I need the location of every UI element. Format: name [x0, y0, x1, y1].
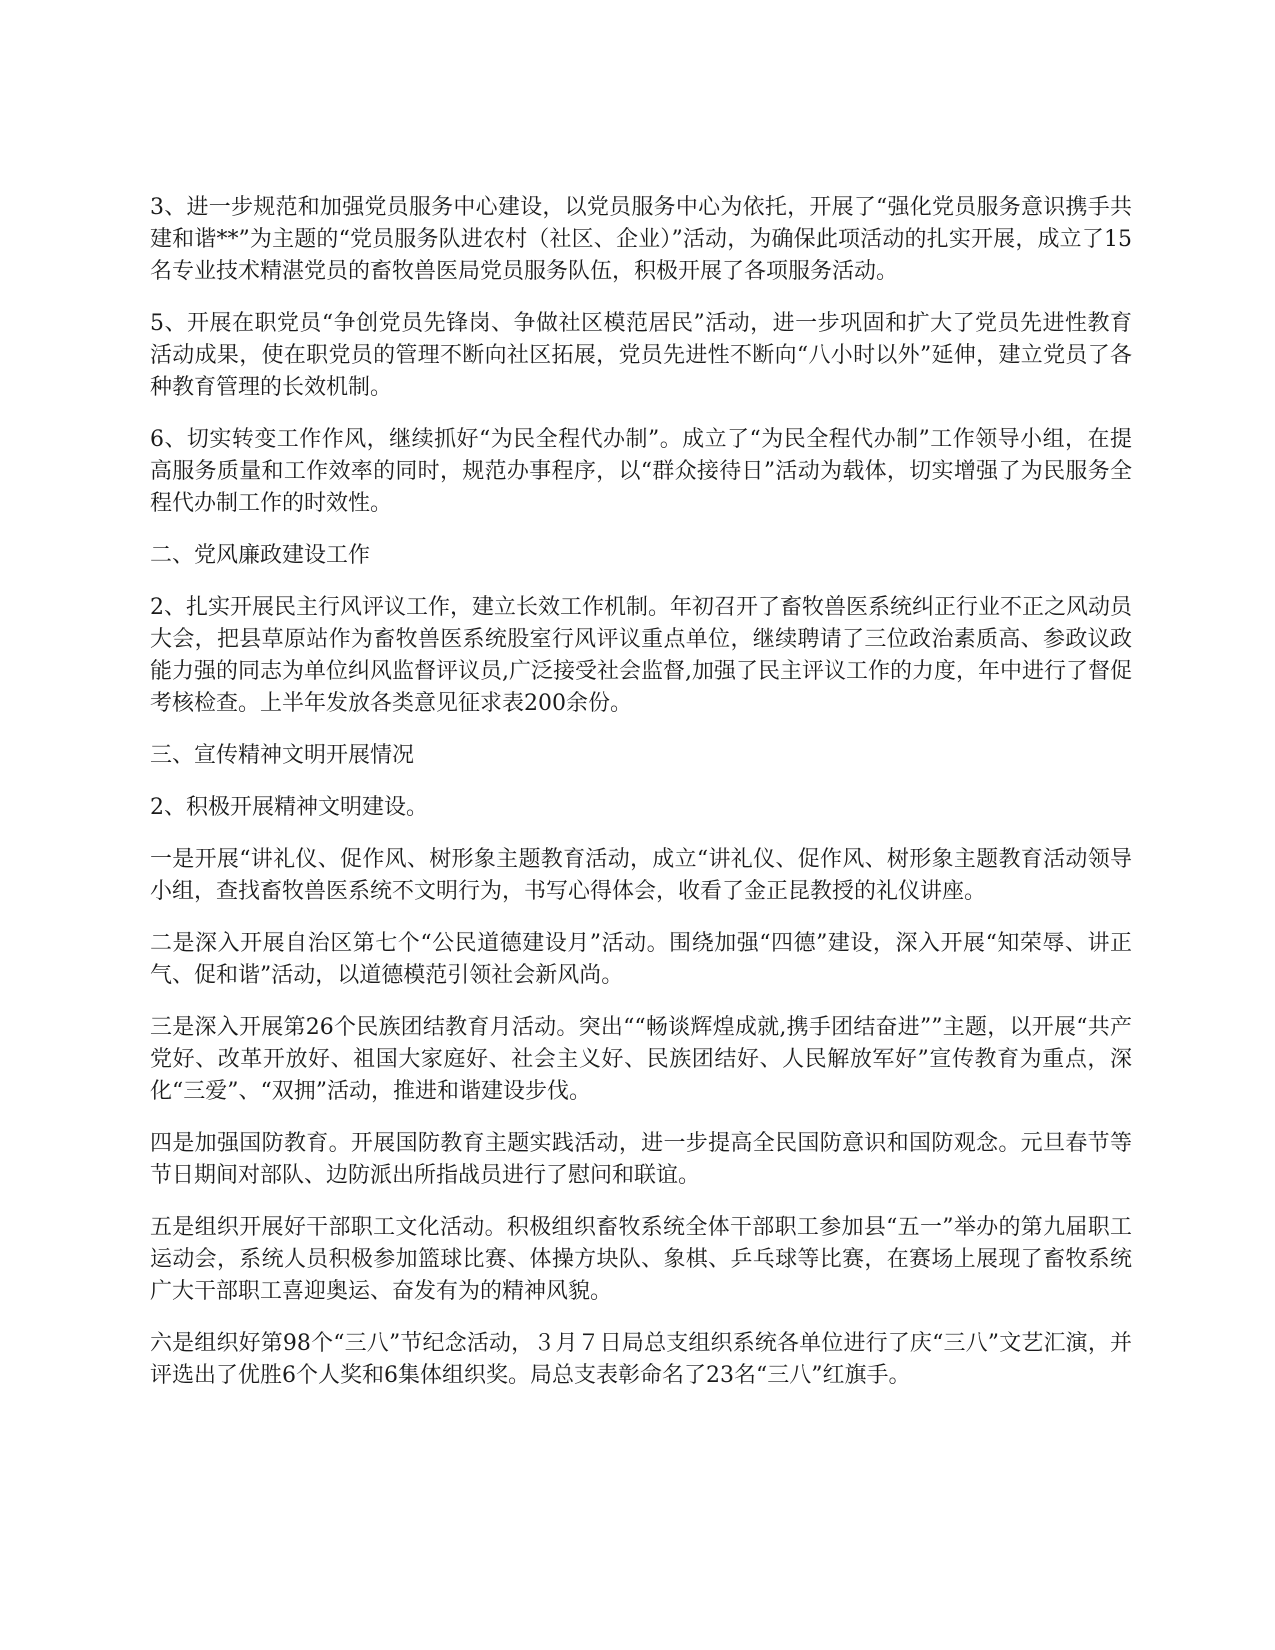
document-body [150, 192, 1132, 1412]
paragraph-staff-culture: 五是组织开展好干部职工文化活动。积极组织畜牧系统全体干部职工参加县“五一”举办的第九届职工运动会，系统人员积极参加篮球比赛、体操方块队、象棋、乒乓球等比赛，在赛场上展现了畜牧系统广大干部职工喜迎奥运、奋发有为的精神风貌。 [150, 1215, 1132, 1304]
paragraph-in-service-members: 5、开展在职党员“争创党员先锋岗、争做社区模范居民”活动，进一步巩固和扩大了党员先进性教育活动成果，使在职党员的管理不断向社区拓展，党员先进性不断向“八小时以外”延伸，建立党员了各种教育管理的长效机制。 [150, 311, 1132, 400]
paragraph-civic-morality-month: 二是深入开展自治区第七个“公民道德建设月”活动。围绕加强“四德”建设，深入开展“知荣辱、讲正气、促和谐”活动，以道德模范引领社会新风尚。 [150, 931, 1132, 988]
section-heading-publicity: 三、宣传精神文明开展情况 [150, 743, 415, 768]
paragraph-etiquette-education: 一是开展“讲礼仪、促作风、树形象主题教育活动，成立“讲礼仪、促作风、树形象主题教育活动领导小组，查找畜牧兽医系统不文明行为，书写心得体会，收看了金正昆教授的礼仪讲座。 [150, 847, 1132, 904]
paragraph-national-defense: 四是加强国防教育。开展国防教育主题实践活动，进一步提高全民国防意识和国防观念。元旦春节等节日期间对部队、边防派出所指战员进行了慰问和联谊。 [150, 1131, 1132, 1188]
subheading-civilization-building: 2、积极开展精神文明建设。 [150, 795, 428, 820]
paragraph-womens-day: 六是组织好第98个“三八”节纪念活动，３月７日局总支组织系统各单位进行了庆“三八”文艺汇演，并评选出了优胜6个人奖和6集体组织奖。局总支表彰命名了23名“三八”红旗手。 [150, 1331, 1132, 1388]
paragraph-party-service-center: 3、进一步规范和加强党员服务中心建设，以党员服务中心为依托，开展了“强化党员服务意识携手共建和谐**”为主题的“党员服务队进农村（社区、企业）”活动，为确保此项活动的扎实开展，成立了15名专业技术精湛党员的畜牧兽医局党员服务队伍，积极开展了各项服务活动。 [150, 195, 1132, 284]
section-heading-integrity: 二、党风廉政建设工作 [150, 543, 371, 568]
paragraph-ethnic-unity-month: 三是深入开展第26个民族团结教育月活动。突出““畅谈辉煌成就,携手团结奋进””主题，以开展“共产党好、改革开放好、祖国大家庭好、社会主义好、民族团结好、人民解放军好”宣传教育为重点，深化“三爱”、“双拥”活动，推进和谐建设步伐。 [150, 1015, 1132, 1104]
paragraph-work-style: 6、切实转变工作作风，继续抓好“为民全程代办制”。成立了“为民全程代办制”工作领导小组，在提高服务质量和工作效率的同时，规范办事程序，以“群众接待日”活动为载体，切实增强了为民服务全程代办制工作的时效性。 [150, 427, 1132, 516]
paragraph-conduct-review: 2、扎实开展民主行风评议工作，建立长效工作机制。年初召开了畜牧兽医系统纠正行业不正之风动员大会，把县草原站作为畜牧兽医系统股室行风评议重点单位，继续聘请了三位政治素质高、参政议政能力强的同志为单位纠风监督评议员,广泛接受社会监督,加强了民主评议工作的力度，年中进行了督促考核检查。上半年发放各类意见征求表200余份。 [150, 595, 1133, 716]
